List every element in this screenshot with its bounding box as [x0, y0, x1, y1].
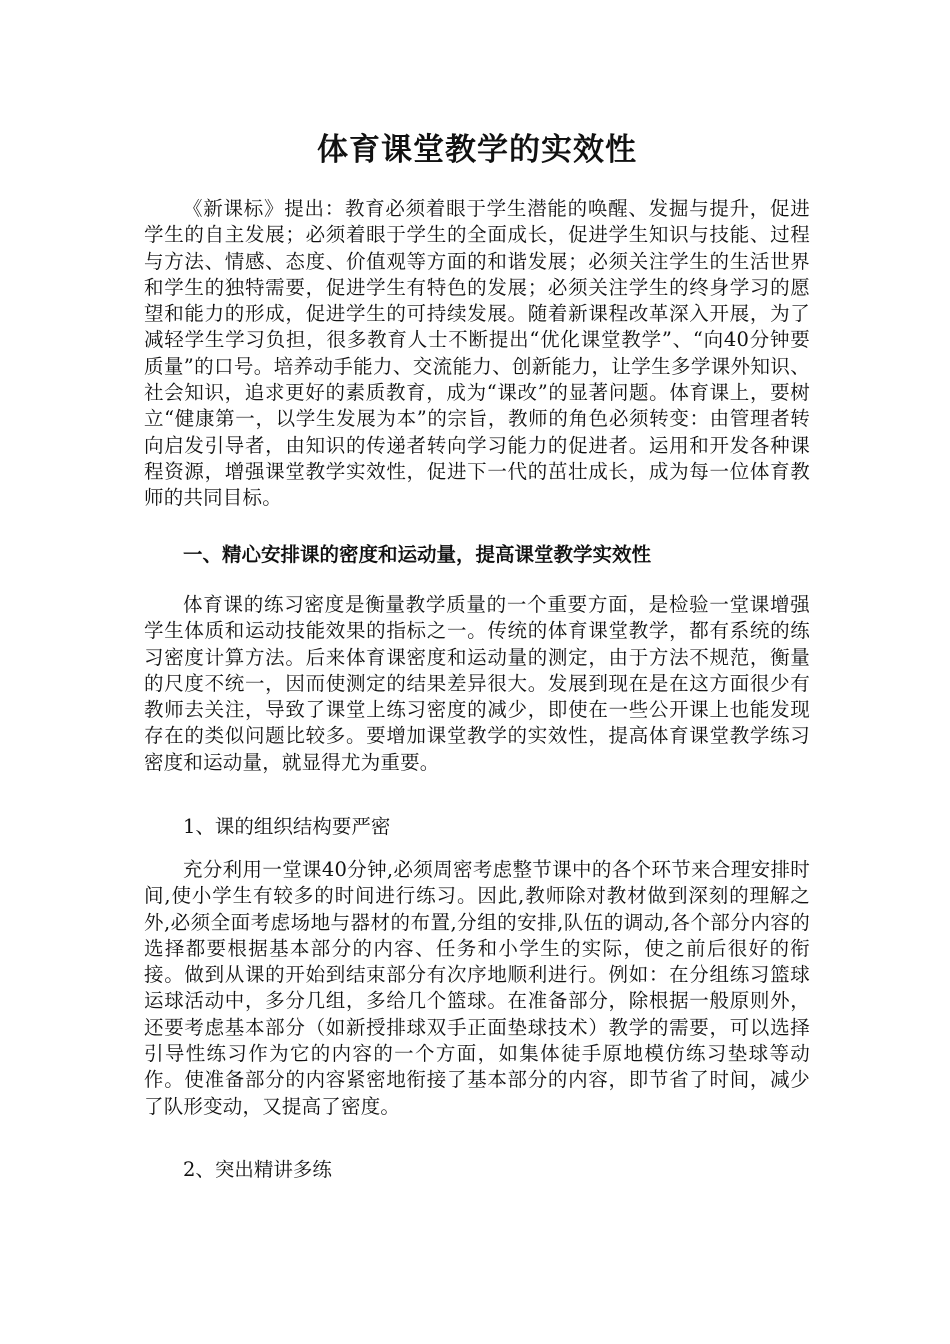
subsection-1-heading: 1、课的组织结构要严密	[183, 815, 391, 838]
intro-paragraph: 《新课标》提出：教育必须着眼于学生潜能的唤醒、发掘与提升，促进学生的自主发展；必须着眼于学生的全面成长，促进学生知识与技能、过程与方法、情感、态度、价值观等方面的和谐发展；必须关注学生的生活世界和学生的独特需要，促进学生有特色的发展；必须关注学生的终身学习的愿望和能力的形成，促进学生的可持续发展。随着新课程改革深入开展，为了减轻学生学习负担，很多教育人士不断提出“优化课堂教学”、“向40分钟要质量”的口号。培养动手能力、交流能力、创新能力，让学生多学课外知识、社会知识，追求更好的素质教育，成为“课改”的显著问题。体育课上，要树立“健康第一，以学生发展为本”的宗旨，教师的角色必须转变：由管理者转向启发引导者，由知识的传递者转向学习能力的促进者。运用和开发各种课程资源，增强课堂教学实效性，促进下一代的茁壮成长，成为每一位体育教师的共同目标。	[144, 197, 810, 510]
section-1-paragraph: 体育课的练习密度是衡量教学质量的一个重要方面，是检验一堂课增强学生体质和运动技能效果的指标之一。传统的体育课堂教学，都有系统的练习密度计算方法。后来体育课密度和运动量的测定，由于方法不规范，衡量的尺度不统一，因而使测定的结果差异很大。发展到现在是在这方面很少有教师去关注，导致了课堂上练习密度的减少，即使在一些公开课上也能发现存在的类似问题比较多。要增加课堂教学的实效性，提高体育课堂教学练习密度和运动量，就显得尤为重要。	[144, 593, 810, 774]
subsection-2-heading: 2、突出精讲多练	[183, 1158, 332, 1181]
document-title: 体育课堂教学的实效性	[317, 132, 637, 168]
section-1-heading: 一、精心安排课的密度和运动量，提高课堂教学实效性	[183, 543, 652, 566]
subsection-1-paragraph: 充分利用一堂课40分钟,必须周密考虑整节课中的各个环节来合理安排时间,使小学生有较多的时间进行练习。因此,教师除对教材做到深刻的理解之外,必须全面考虑场地与器材的布置,分组的安排,队伍的调动,各个部分内容的选择都要根据基本部分的内容、任务和小学生的实际，使之前后很好的衔接。做到从课的开始到结束部分有次序地顺利进行。例如：在分组练习篮球运球活动中，多分几组，多给几个篮球。在准备部分，除根据一般原则外，还要考虑基本部分（如新授排球双手正面垫球技术）教学的需要，可以选择引导性练习作为它的内容的一个方面，如集体徒手原地模仿练习垫球等动作。使准备部分的内容紧密地衔接了基本部分的内容，即节省了时间，减少了队形变动，又提高了密度。	[144, 858, 810, 1118]
